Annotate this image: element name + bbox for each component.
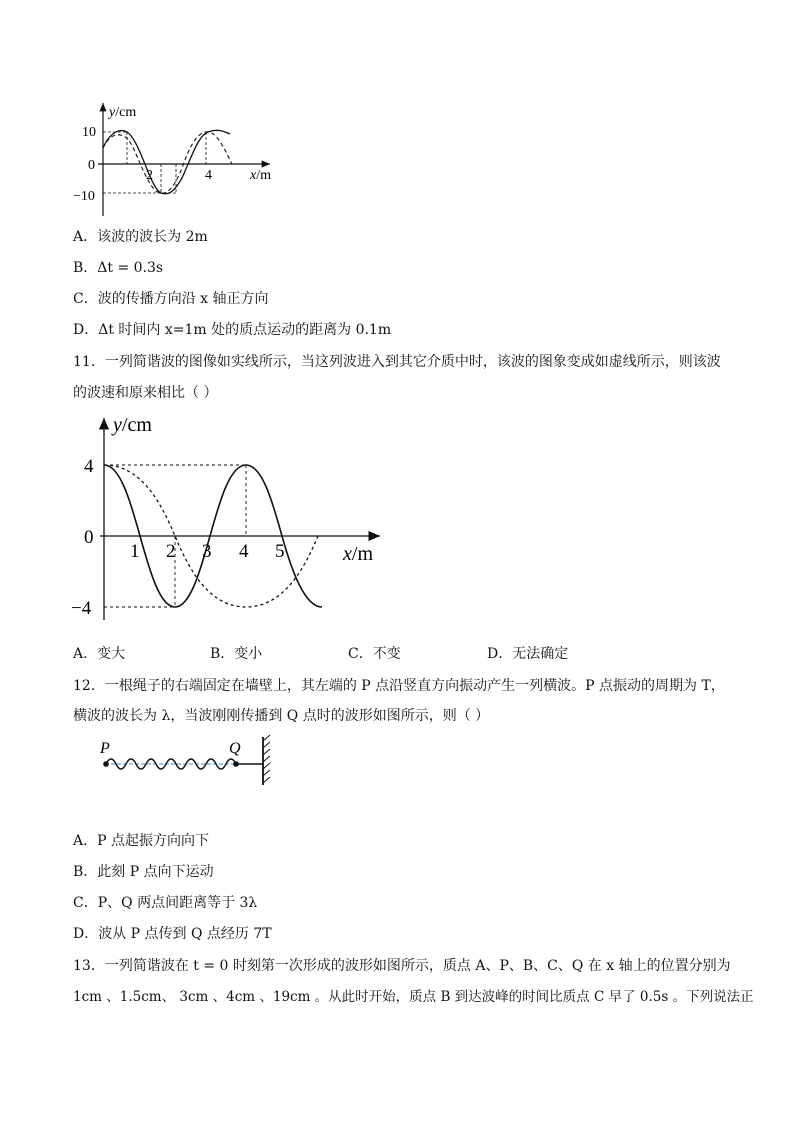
x-axis-label: x/m <box>250 168 271 183</box>
option-letter: B． <box>210 646 235 662</box>
option-letter: B． <box>73 864 98 880</box>
y-tick-neg4: −4 <box>71 598 92 619</box>
y-tick-10: 10 <box>82 125 96 140</box>
q13-stem-line1: 13．一列简谐波在 t = 0 时刻第一次形成的波形如图所示，质点 A、P、B、C、Q 在 x 轴上的位置分别为 <box>73 958 731 974</box>
q13-stem-line2: 1cm 、1.5cm、 3cm 、4cm 、19cm 。从此时开始，质点 B 到达波峰的时间比质点 C 早了 0.5s 。下列说法正 <box>73 989 754 1005</box>
option-letter: A． <box>73 229 98 245</box>
y-axis-label: y/cm <box>113 414 152 436</box>
y-tick-0: 0 <box>84 527 94 548</box>
x-tick-4: 4 <box>239 541 249 562</box>
dashed-wave <box>103 132 232 193</box>
q10-option-b[interactable] <box>73 259 163 277</box>
x-tick-2: 2 <box>166 541 176 562</box>
q11-wave-graph <box>71 410 395 625</box>
x-tick-1: 1 <box>130 541 140 562</box>
option-text: 变大 <box>97 646 126 662</box>
wall-hatching <box>263 735 270 783</box>
q12-option-d[interactable] <box>73 925 272 943</box>
q12-stem-line1: 12．一根绳子的右端固定在墙壁上，其左端的 P 点沿竖直方向振动产生一列横波。P 点振动的周期为 T， <box>73 678 725 694</box>
q10-wave-graph <box>70 98 300 223</box>
option-text: 波从 P 点传到 Q 点经历 7T <box>98 926 272 942</box>
point-q <box>233 761 239 767</box>
option-letter: C． <box>73 291 98 307</box>
option-letter: C． <box>348 646 373 662</box>
option-letter: D． <box>487 646 513 662</box>
option-letter: D． <box>73 322 99 338</box>
q12-option-a[interactable] <box>73 832 209 850</box>
q11-option-c[interactable] <box>348 645 401 663</box>
q11-stem-line1: 11．一列简谐波的图像如实线所示，当这列波进入到其它介质中时，该波的图象变成如虚线所示，则该波 <box>73 354 721 370</box>
option-letter: C． <box>73 895 98 911</box>
q12-rope-diagram <box>70 735 280 790</box>
q12-option-c[interactable] <box>73 894 257 912</box>
y-tick-neg10: −10 <box>73 189 95 204</box>
q10-option-a[interactable] <box>73 228 208 246</box>
q11-option-b[interactable] <box>210 645 262 663</box>
label-p: P <box>100 740 110 757</box>
option-text: 此刻 P 点向下运动 <box>97 864 214 880</box>
q12-stem-line2: 横波的波长为 λ，当波刚刚传播到 Q 点时的波形如图所示，则（ ） <box>73 708 490 724</box>
q12-option-b[interactable] <box>73 863 214 881</box>
option-letter: A． <box>73 646 98 662</box>
label-q: Q <box>229 740 241 757</box>
option-text: 无法确定 <box>512 646 569 662</box>
x-tick-3: 3 <box>202 541 212 562</box>
option-letter: B． <box>73 260 98 276</box>
option-text: 变小 <box>234 646 263 662</box>
x-tick-2: 2 <box>146 168 153 183</box>
point-p <box>103 761 109 767</box>
x-tick-4: 4 <box>205 168 212 183</box>
option-text: P 点起振方向向下 <box>97 833 209 849</box>
option-letter: D． <box>73 926 99 942</box>
option-text: Δt = 0.3s <box>97 260 164 276</box>
x-axis-label: x/m <box>343 543 374 565</box>
x-tick-5: 5 <box>275 541 285 562</box>
option-text: Δt 时间内 x=1m 处的质点运动的距离为 0.1m <box>98 322 392 338</box>
option-text: 该波的波长为 2m <box>97 229 208 245</box>
option-letter: A． <box>73 833 98 849</box>
y-tick-4: 4 <box>84 456 94 477</box>
q10-option-c[interactable] <box>73 290 269 308</box>
option-text: P、Q 两点间距离等于 3λ <box>97 895 258 911</box>
option-text: 不变 <box>372 646 401 662</box>
q11-option-d[interactable] <box>487 645 568 663</box>
y-axis-label: y/cm <box>109 105 137 120</box>
option-text: 波的传播方向沿 x 轴正方向 <box>97 291 269 307</box>
q10-option-d[interactable] <box>73 321 391 339</box>
solid-wave <box>103 130 230 193</box>
q11-stem-line2: 的波速和原来相比（ ） <box>73 385 218 401</box>
q11-option-a[interactable] <box>73 645 125 663</box>
y-tick-0: 0 <box>88 158 95 173</box>
